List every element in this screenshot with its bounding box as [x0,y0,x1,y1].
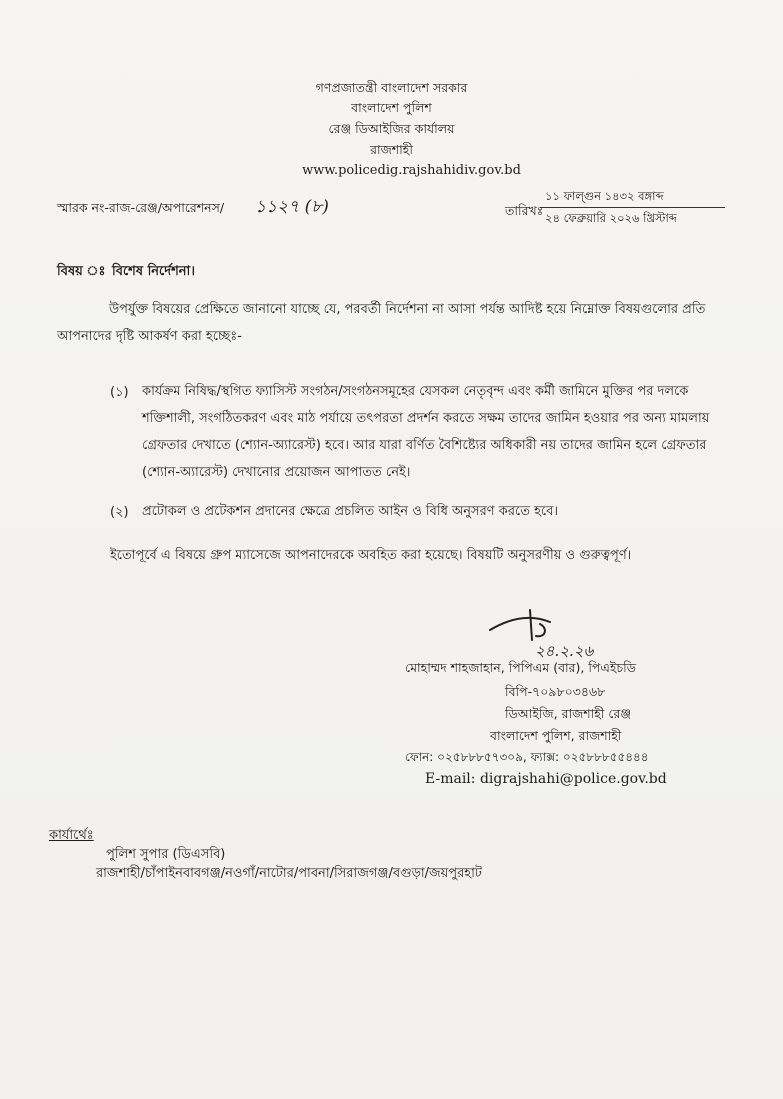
item1-number: (১) [110,385,129,400]
signatory-email: E-mail: digrajshahi@police.gov.bd [425,771,667,787]
date-divider [540,207,725,208]
item2-number: (২) [110,505,129,520]
date-bangla: ১১ ফাল্গুন ১৪৩২ বঙ্গাব্দ [545,189,664,203]
subject-text: বিশেষ নির্দেশনা। [112,264,195,279]
subject-label: বিষয় ঃ [57,264,106,279]
action-recipient: পুলিশ সুপার (ডিএসবি) [106,847,226,862]
signature-initials: ২৪.২.২৬ [535,642,594,660]
header-url: www.policedig.rajshahidiv.gov.bd [302,163,521,178]
item2-text: প্রটোকল ও প্রটেকশন প্রদানের ক্ষেত্রে প্রচলিত আইন ও বিধি অনুসরণ করতে হবে। [142,504,559,519]
signatory-phone: ফোন: ০২৫৮৮৮৫৭৩০৯, ফ্যাক্স: ০২৫৮৮৮৫৫৪৪৪ [405,750,649,764]
header-office: রেঞ্জ ডিআইজির কার্যালয় [328,121,455,136]
header-police: বাংলাদেশ পুলিশ [351,100,432,115]
date-gregorian: ২৪ ফেব্রুয়ারি ২০২৬ খ্রিস্টাব্দ [545,211,677,225]
intro-paragraph: উপর্যুক্ত বিষয়ের প্রেক্ষিতে জানানো যাচ্ছে যে, পরবর্তী নির্দেশনা না আসা পর্যন্ত আদিষ্ট হয়ে নিম্নোক্ত বিষয়গুলোর প্রতি আপনাদের দৃষ্টি আকর্ষণ করা হচ্ছেঃ- [57,302,706,344]
signatory-org: বাংলাদেশ পুলিশ, রাজশাহী [490,728,622,743]
action-districts: রাজশাহী/চাঁপাইনবাবগঞ্জ/নওগাঁ/নাটোর/পাবনা/সিরাজগঞ্জ/বগুড়া/জয়পুরহাট [96,866,482,881]
header-govt: গণপ্রজাতন্ত্রী বাংলাদেশ সরকার [315,80,468,95]
action-label: কার্যার্থেঃ [49,828,94,843]
signatory-name: মোহাম্মদ শাহজাহান, পিপিএম (বার), পিএইচডি [405,660,636,675]
signatory-designation: ডিআইজি, রাজশাহী রেঞ্জ [505,706,632,721]
date-label: তারিখঃ [505,203,544,218]
signatory-bp: বিপি-৭০৯৮০৩৪৬৮ [505,684,606,699]
header-city: রাজশাহী [370,142,413,157]
item1-text: কার্যক্রম নিষিদ্ধ/স্থগিত ফ্যাসিস্ট সংগঠন/সংগঠনসমূহের যেসকল নেতৃবৃন্দ এবং কর্মী জামিনে মুক্তির পর দলকে শক্তিশালী, সংগঠিতকরণ এবং মাঠ পর্যায়ে তৎপরতা প্রদর্শন করতে সক্ষম তাদের জামিন হওয়ার পর অন্য মামলায় গ্রেফতার দেখাতে (শ্যোন-অ্যারেস্ট) হবে। আর যারা বর্ণিত বৈশিষ্ট্যের অধিকারী নয় তাদের জামিন হলে গ্রেফতার (শ্যোন-অ্যারেস্ট) দেখানোর প্রয়োজন আপাতত নেই। [142,384,710,480]
memo-ref-label: স্মারক নং-রাজ-রেঞ্জ/অপারেশনস/ [57,200,225,215]
closing-paragraph: ইতোপূর্বে এ বিষয়ে গ্রুপ ম্যাসেজে আপনাদেরকে অবহিত করা হয়েছে। বিষয়টি অনুসরণীয় ও গুরুত্বপূর্ণ। [110,548,632,563]
memo-ref-number: ১১২৭ (৮) [255,197,329,217]
